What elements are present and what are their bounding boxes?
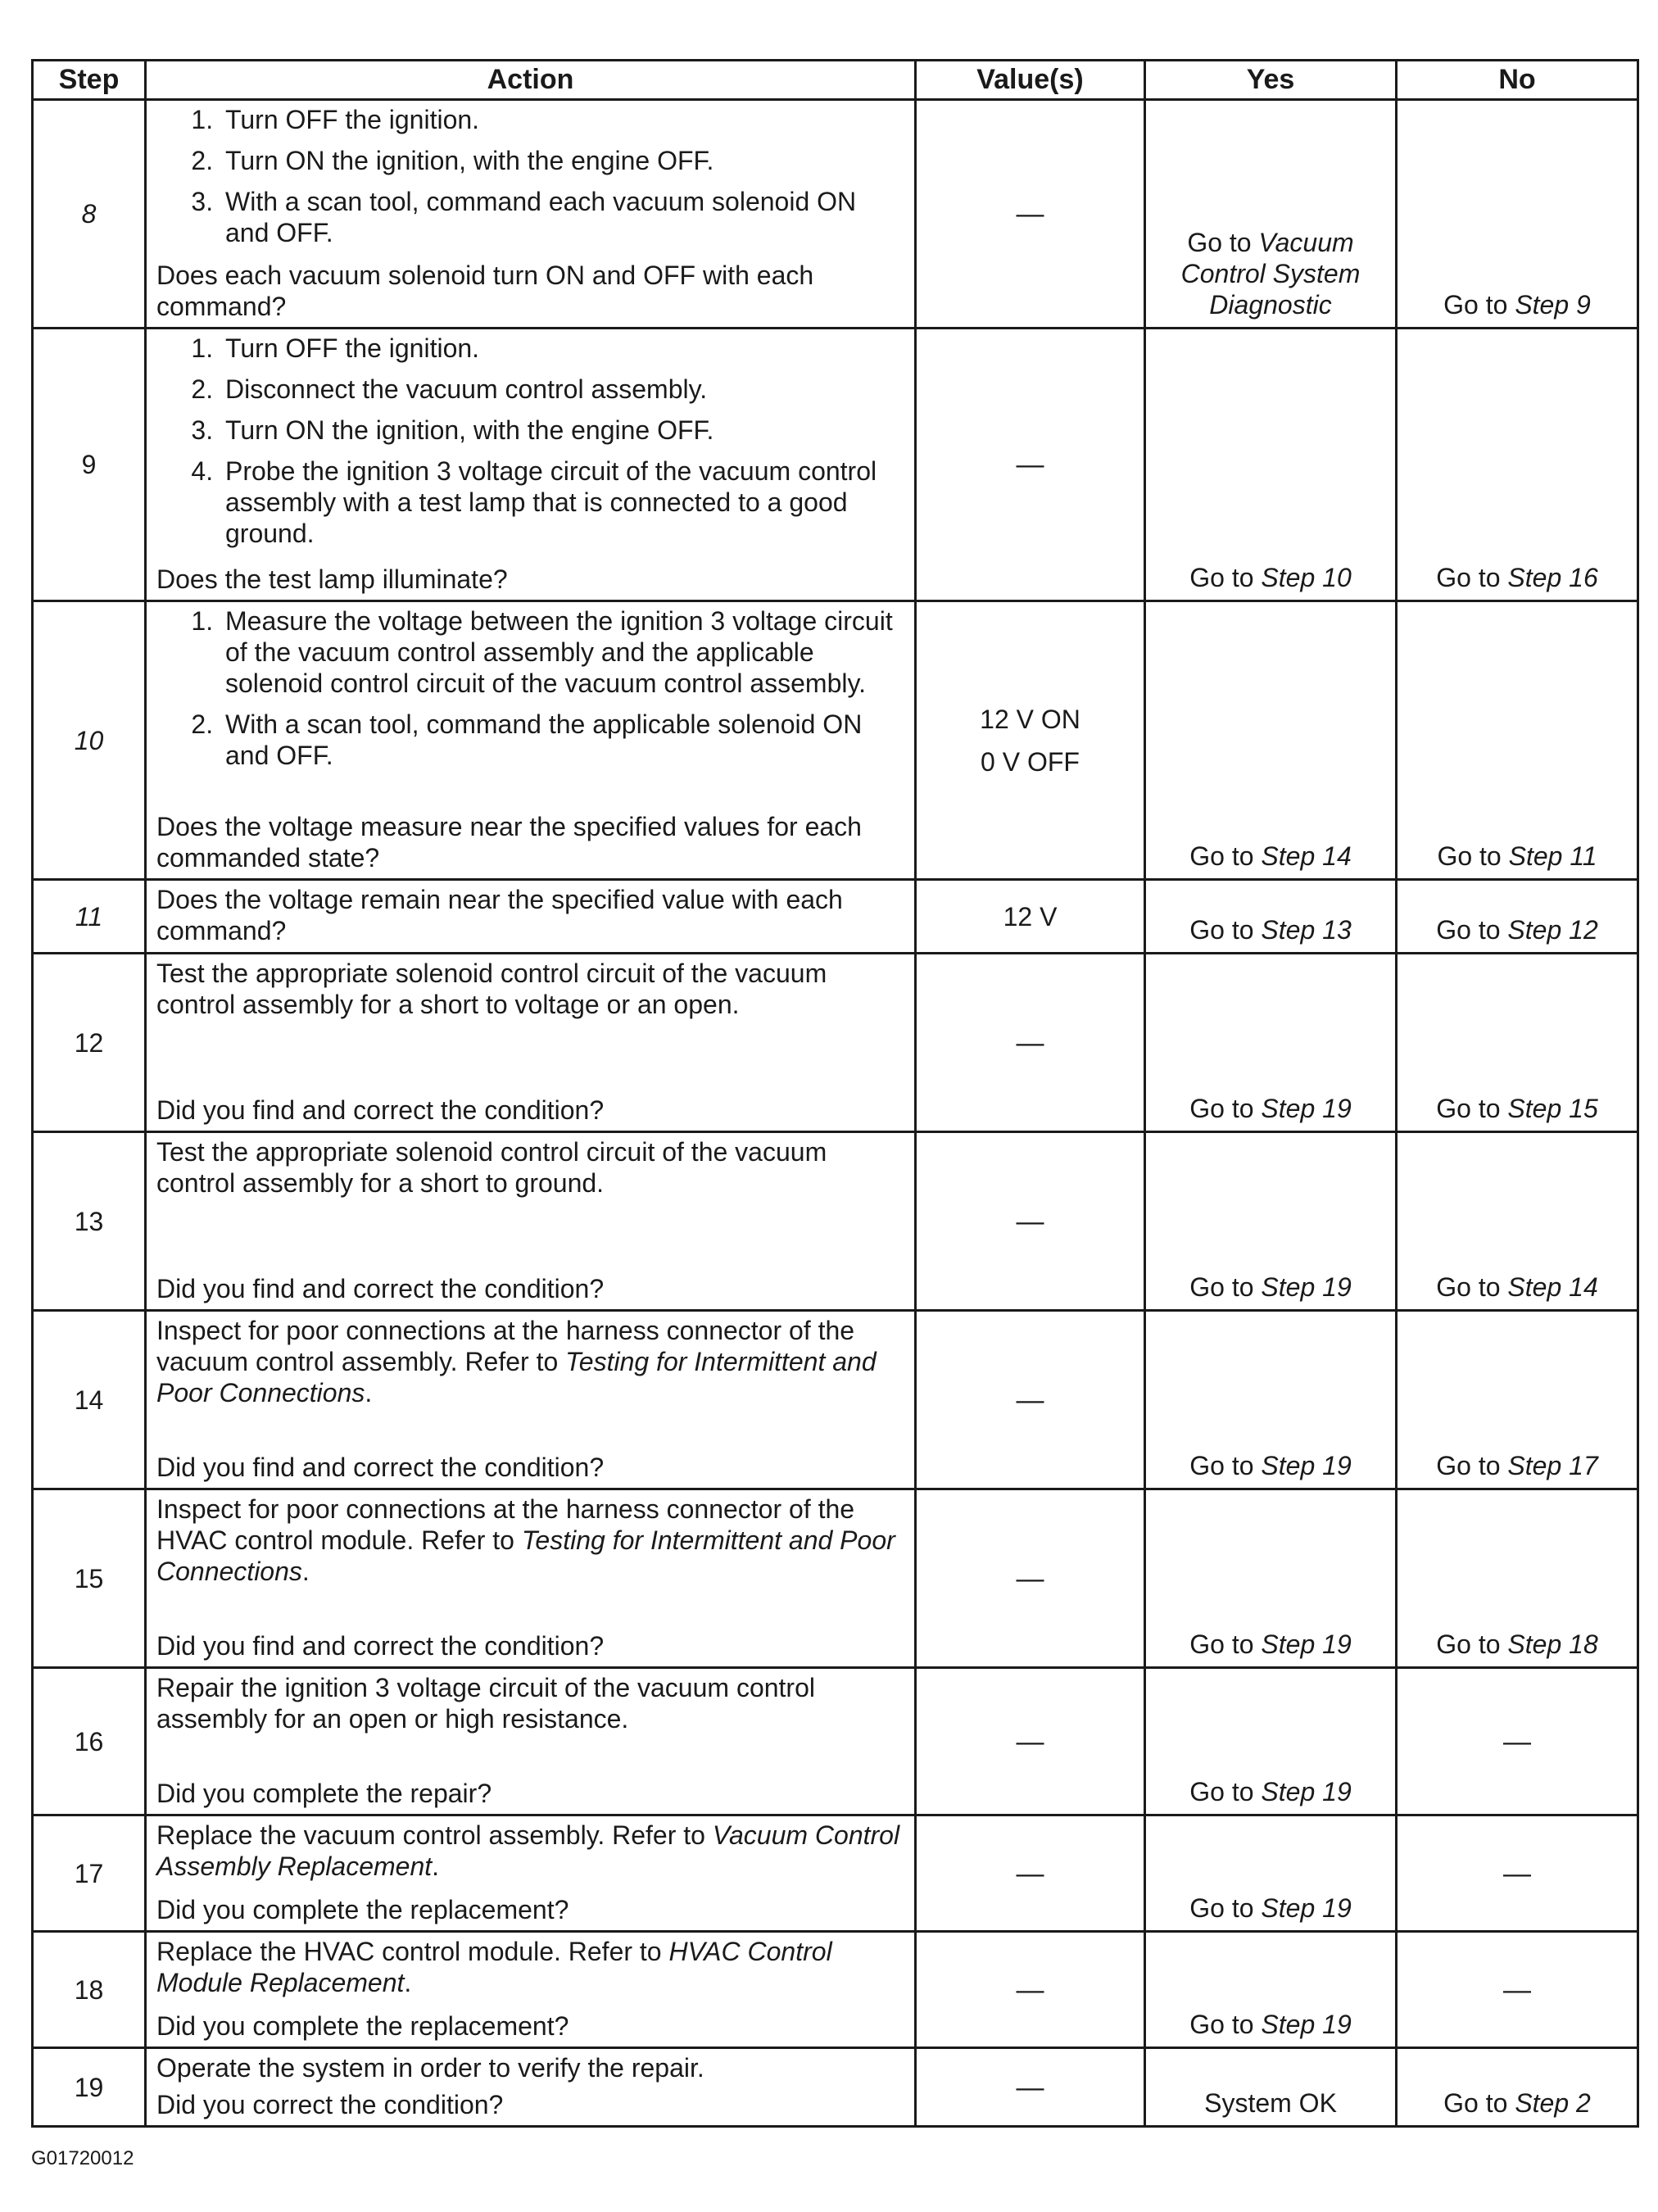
action-question: Does the test lamp illuminate? — [156, 564, 508, 594]
no-cell — [1397, 1132, 1638, 1311]
action-question: Did you complete the replacement? — [156, 2011, 569, 2041]
action-text — [156, 1936, 906, 1998]
table-row — [33, 2048, 1638, 2127]
value-text: — — [1016, 1974, 1044, 2006]
yes-cell — [1145, 954, 1397, 1132]
yes-prefix: Go to — [1189, 1630, 1262, 1659]
value-text: — — [1016, 449, 1044, 480]
table-row — [33, 1132, 1638, 1311]
action-text — [156, 1494, 906, 1587]
action-step: 3. Turn ON the ignition, with the engine OFF. — [220, 415, 906, 446]
yes-link[interactable]: Step 19 — [1261, 1777, 1352, 1806]
header-no: No — [1397, 61, 1638, 100]
yes-prefix: Go to — [1189, 1094, 1262, 1123]
action-question: Did you find and correct the condition? — [156, 1453, 605, 1482]
action-question: Did you find and correct the condition? — [156, 1095, 605, 1125]
action-text: Test the appropriate solenoid control circuit of the vacuum control assembly for a short to voltage or an open. — [156, 959, 827, 1019]
value-cell — [916, 1489, 1145, 1668]
action-text: Repair the ignition 3 voltage circuit of the vacuum control assembly for an open or high resistance. — [156, 1673, 815, 1734]
no-cell — [1397, 1932, 1638, 2048]
step-number: 16 — [33, 1668, 146, 1815]
header-action: Action — [146, 61, 916, 100]
yes-prefix: Go to — [1189, 1893, 1262, 1923]
yes-link[interactable]: Step 19 — [1261, 1094, 1352, 1123]
action-cell — [146, 954, 916, 1132]
step-number: 12 — [33, 954, 146, 1132]
no-cell — [1397, 329, 1638, 601]
no-link[interactable]: Step 12 — [1507, 915, 1598, 945]
no-text: — — [1503, 1857, 1531, 1889]
yes-cell — [1145, 1489, 1397, 1668]
step-number: 8 — [33, 100, 146, 329]
yes-cell — [1145, 601, 1397, 880]
no-link[interactable]: Step 14 — [1507, 1272, 1598, 1302]
value-cell — [916, 1815, 1145, 1932]
no-cell — [1397, 1489, 1638, 1668]
no-cell — [1397, 1668, 1638, 1815]
value-cell — [916, 1668, 1145, 1815]
action-text-end: . — [404, 1968, 412, 1997]
yes-cell — [1145, 1311, 1397, 1489]
action-step: 2. With a scan tool, command the applicable solenoid ON and OFF. — [220, 709, 906, 771]
action-question: Does each vacuum solenoid turn ON and OFF with each command? — [156, 261, 814, 321]
yes-link[interactable]: Step 10 — [1261, 563, 1352, 592]
value-text: — — [1016, 1384, 1044, 1416]
value-cell — [916, 2048, 1145, 2127]
no-link[interactable]: Step 2 — [1515, 2088, 1591, 2118]
action-text: Operate the system in order to verify the repair. — [156, 2053, 704, 2083]
action-text-end: . — [301, 1557, 310, 1586]
no-prefix: Go to — [1436, 1272, 1508, 1302]
value-cell — [916, 1311, 1145, 1489]
reference-link[interactable]: Testing for Intermittent and Poor Connections — [156, 1347, 877, 1407]
no-cell — [1397, 954, 1638, 1132]
no-cell — [1397, 2048, 1638, 2127]
no-cell — [1397, 1815, 1638, 1932]
no-cell — [1397, 100, 1638, 329]
no-prefix: Go to — [1437, 841, 1509, 871]
value-text: — — [1016, 198, 1044, 229]
action-step: 1. Turn OFF the ignition. — [220, 104, 906, 135]
header-step: Step — [33, 61, 146, 100]
value-text: 12 V — [1003, 901, 1058, 931]
yes-text: System OK — [1204, 2088, 1337, 2118]
step-number: 14 — [33, 1311, 146, 1489]
table-row — [33, 329, 1638, 601]
no-text: — — [1503, 1725, 1531, 1757]
action-steps — [156, 605, 906, 782]
yes-prefix: Go to — [1187, 228, 1259, 257]
action-question: Does the voltage measure near the specified values for each commanded state? — [156, 812, 862, 873]
action-step: 4. Probe the ignition 3 voltage circuit of the vacuum control assembly with a test lamp that is connected to a good ground. — [220, 456, 906, 549]
action-cell — [146, 100, 916, 329]
step-number: 15 — [33, 1489, 146, 1668]
header-row — [33, 61, 1638, 100]
table-row — [33, 100, 1638, 329]
figure-code: G01720012 — [31, 2147, 134, 2169]
action-text: Test the appropriate solenoid control circuit of the vacuum control assembly for a short to ground. — [156, 1137, 827, 1198]
no-link[interactable]: Step 9 — [1515, 290, 1591, 320]
yes-link[interactable]: Step 19 — [1261, 2010, 1352, 2039]
no-link[interactable]: Step 11 — [1508, 841, 1597, 871]
action-text-end: . — [365, 1378, 373, 1407]
table-row — [33, 880, 1638, 954]
action-cell — [146, 1932, 916, 2048]
action-text — [156, 1820, 906, 1882]
yes-cell — [1145, 1668, 1397, 1815]
header-yes: Yes — [1145, 61, 1397, 100]
step-number: 19 — [33, 2048, 146, 2127]
action-step: 1. Turn OFF the ignition. — [220, 333, 906, 364]
action-text — [156, 1315, 906, 1408]
action-text-end: . — [432, 1852, 440, 1881]
action-question: Does the voltage remain near the specified value with each command? — [156, 885, 843, 945]
yes-link[interactable]: Step 14 — [1261, 841, 1352, 871]
step-number: 11 — [33, 880, 146, 954]
action-steps — [156, 333, 906, 560]
step-number: 18 — [33, 1932, 146, 2048]
yes-link[interactable]: Step 19 — [1261, 1630, 1352, 1659]
action-question: Did you complete the replacement? — [156, 1895, 569, 1924]
action-steps — [156, 104, 906, 260]
yes-prefix: Go to — [1189, 915, 1262, 945]
no-link[interactable]: Step 17 — [1507, 1451, 1598, 1480]
action-cell — [146, 1815, 916, 1932]
table-row — [33, 1815, 1638, 1932]
value-cell — [916, 329, 1145, 601]
table-row — [33, 601, 1638, 880]
action-text-main: Inspect for poor connections at the harness connector of the vacuum control assembly. Refer to — [156, 1316, 855, 1376]
table-row — [33, 1932, 1638, 2048]
header-values: Value(s) — [916, 61, 1145, 100]
action-step: 1. Measure the voltage between the ignition 3 voltage circuit of the vacuum control assembly and the applicable solenoid control circuit of the vacuum control assembly. — [220, 605, 906, 699]
yes-cell — [1145, 1932, 1397, 2048]
yes-prefix: Go to — [1189, 1451, 1262, 1480]
action-text-main: Replace the vacuum control assembly. Refer to — [156, 1820, 713, 1850]
no-cell — [1397, 880, 1638, 954]
no-cell — [1397, 601, 1638, 880]
value-cell — [916, 100, 1145, 329]
action-text-main: Inspect for poor connections at the harness connector of the HVAC control module. Refer to — [156, 1494, 855, 1555]
no-text: — — [1503, 1974, 1531, 2006]
table-row — [33, 1489, 1638, 1668]
no-prefix: Go to — [1436, 563, 1508, 592]
yes-link[interactable]: Step 19 — [1261, 1272, 1352, 1302]
value-cell — [916, 1132, 1145, 1311]
action-question: Did you correct the condition? — [156, 2090, 504, 2119]
no-cell — [1397, 1311, 1638, 1489]
no-link[interactable]: Step 15 — [1507, 1094, 1598, 1123]
no-prefix: Go to — [1436, 1094, 1508, 1123]
yes-link[interactable]: Step 19 — [1261, 1451, 1352, 1480]
reference-link[interactable]: Vacuum Control Assembly Replacement — [156, 1820, 900, 1881]
value-text: — — [1016, 1205, 1044, 1237]
step-number: 10 — [33, 601, 146, 880]
action-step: 3. With a scan tool, command each vacuum solenoid ON and OFF. — [220, 186, 906, 248]
yes-cell — [1145, 329, 1397, 601]
action-cell — [146, 329, 916, 601]
yes-link[interactable]: Vacuum Control System Diagnostic — [1180, 228, 1361, 320]
action-cell — [146, 880, 916, 954]
table-row — [33, 1311, 1638, 1489]
no-link[interactable]: Step 18 — [1507, 1630, 1598, 1659]
action-question: Did you complete the repair? — [156, 1779, 492, 1808]
action-cell — [146, 1311, 916, 1489]
step-number: 13 — [33, 1132, 146, 1311]
reference-link[interactable]: Testing for Intermittent and Poor Connections — [156, 1525, 895, 1586]
action-cell — [146, 601, 916, 880]
action-question: Did you find and correct the condition? — [156, 1631, 605, 1661]
action-cell — [146, 2048, 916, 2127]
no-prefix: Go to — [1436, 1630, 1508, 1659]
yes-cell — [1145, 1815, 1397, 1932]
step-number: 9 — [33, 329, 146, 601]
action-cell — [146, 1489, 916, 1668]
value-text: — — [1016, 2071, 1044, 2103]
no-prefix: Go to — [1443, 290, 1515, 320]
yes-cell — [1145, 1132, 1397, 1311]
value-text: — — [1016, 1725, 1044, 1757]
yes-link[interactable]: Step 19 — [1261, 1893, 1352, 1923]
yes-prefix: Go to — [1189, 2010, 1262, 2039]
table-row — [33, 1668, 1638, 1815]
action-question: Did you find and correct the condition? — [156, 1274, 605, 1303]
action-step: 2. Disconnect the vacuum control assembly. — [220, 374, 906, 405]
action-cell — [146, 1668, 916, 1815]
value-text: — — [1016, 1027, 1044, 1058]
yes-cell — [1145, 100, 1397, 329]
action-cell — [146, 1132, 916, 1311]
diagnostic-table — [31, 59, 1639, 2128]
yes-link[interactable]: Step 13 — [1261, 915, 1352, 945]
action-text-main: Replace the HVAC control module. Refer to — [156, 1937, 669, 1966]
step-number: 17 — [33, 1815, 146, 1932]
yes-prefix: Go to — [1189, 841, 1262, 871]
value-text: — — [1016, 1857, 1044, 1889]
no-prefix: Go to — [1436, 1451, 1508, 1480]
yes-prefix: Go to — [1189, 563, 1262, 592]
yes-prefix: Go to — [1189, 1777, 1262, 1806]
value-line: 0 V OFF — [981, 746, 1080, 777]
value-text: — — [1016, 1562, 1044, 1594]
no-prefix: Go to — [1436, 915, 1508, 945]
yes-cell — [1145, 2048, 1397, 2127]
yes-prefix: Go to — [1189, 1272, 1262, 1302]
no-link[interactable]: Step 16 — [1507, 563, 1598, 592]
action-step: 2. Turn ON the ignition, with the engine OFF. — [220, 145, 906, 176]
value-line: 12 V ON — [980, 704, 1080, 734]
value-cell — [916, 1932, 1145, 2048]
no-prefix: Go to — [1443, 2088, 1515, 2118]
yes-cell — [1145, 880, 1397, 954]
value-cell — [916, 880, 1145, 954]
value-cell — [916, 954, 1145, 1132]
table-row — [33, 954, 1638, 1132]
reference-link[interactable]: HVAC Control Module Replacement — [156, 1937, 832, 1997]
value-cell — [916, 601, 1145, 880]
